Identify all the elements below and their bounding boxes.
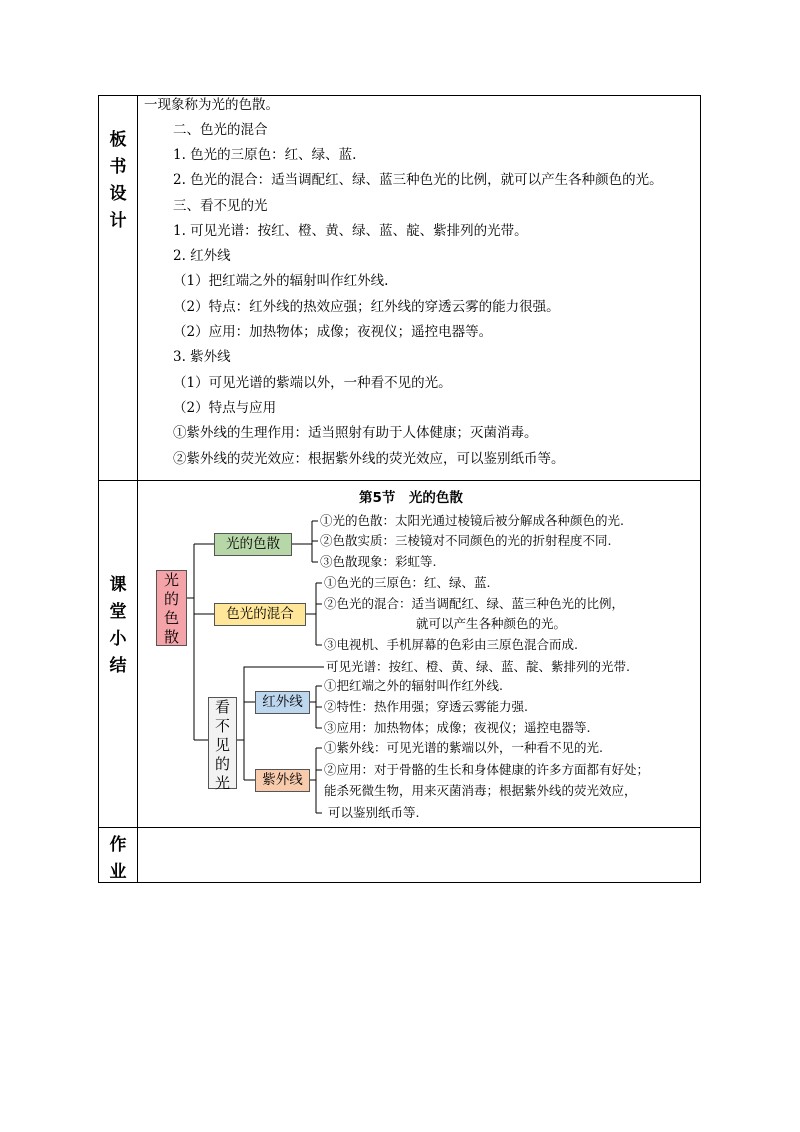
board-line: （1）把红端之外的辐射叫作红外线. — [173, 273, 389, 289]
leaf-text: ①光的色散：太阳光通过棱镜后被分解成各种颜色的光. — [320, 513, 624, 528]
board-line: 2. 色光的混合：适当调配红、绿、蓝三种色光的比例，就可以产生各种颜色的光。 — [173, 172, 663, 188]
label-char: 作 — [109, 835, 127, 855]
board-line: 1. 可见光谱：按红、橙、黄、绿、蓝、靛、紫排列的光带。 — [173, 223, 528, 239]
label-char: 课 — [109, 575, 127, 595]
root-char: 散 — [163, 628, 179, 646]
leaf-text: ③电视机、手机屏幕的色彩由三原色混合而成. — [324, 637, 578, 652]
label-char: 书 — [109, 157, 127, 177]
leaf-text: 就可以产生各种颜色的光。 — [416, 616, 567, 631]
label-char: 堂 — [109, 602, 127, 622]
leaf-text: ②特性：热作用强；穿透云雾能力强. — [324, 699, 528, 714]
leaf-text: 可见光谱：按红、橙、黄、绿、蓝、靛、紫排列的光带. — [326, 659, 630, 674]
board-line: （2）应用：加热物体；成像；夜视仪；遥控电器等。 — [173, 324, 493, 340]
board-line: ①紫外线的生理作用：适当照射有助于人体健康；灭菌消毒。 — [173, 425, 538, 441]
label-char: 板 — [109, 130, 127, 150]
board-line: 2. 红外线 — [173, 248, 231, 264]
node-ultraviolet: 紫外线 — [255, 769, 310, 792]
label-char: 业 — [109, 862, 127, 882]
board-line: 1. 色光的三原色：红、绿、蓝. — [173, 147, 357, 163]
label-char: 小 — [109, 629, 127, 649]
board-line: 二、色光的混合 — [173, 122, 268, 138]
node-char: 看 — [214, 698, 230, 716]
node-dispersion: 光的色散 — [214, 533, 292, 556]
label-char: 设 — [109, 184, 127, 204]
root-char: 光 — [163, 571, 179, 589]
board-line: 一现象称为光的色散。 — [144, 97, 279, 113]
leaf-text: ②应用：对于骨骼的生长和身体健康的许多方面都有好处； — [324, 762, 650, 777]
board-line: （2）特点：红外线的热效应强；红外线的穿透云雾的能力很强。 — [173, 299, 560, 315]
leaf-text: ①把红端之外的辐射叫作红外线. — [324, 678, 503, 693]
leaf-text: ③色散现象：彩虹等. — [320, 554, 437, 569]
label-char: 计 — [109, 211, 127, 231]
root-char: 色 — [163, 609, 179, 627]
node-char: 的 — [214, 755, 230, 773]
board-line: 三、看不见的光 — [173, 198, 268, 214]
board-line: 3. 紫外线 — [173, 349, 231, 365]
summary-title: 第5节 光的色散 — [359, 490, 463, 506]
leaf-text: ③应用：加热物体；成像；夜视仪；遥控电器等. — [324, 720, 591, 735]
board-line: （1）可见光谱的紫端以外，一种看不见的光。 — [173, 375, 452, 391]
root-node-dispersion — [156, 570, 187, 646]
leaf-text: ②色光的混合：适当调配红、绿、蓝三种色光的比例， — [324, 596, 625, 611]
node-char: 光 — [214, 774, 230, 792]
node-invisible-light — [208, 697, 237, 792]
leaf-text: 能杀死微生物，用来灭菌消毒；根据紫外线的荧光效应， — [324, 783, 637, 798]
label-char: 结 — [109, 656, 127, 676]
leaf-text: ①色光的三原色：红、绿、蓝. — [324, 575, 491, 590]
board-line: （2）特点与应用 — [173, 400, 277, 416]
node-infrared: 红外线 — [255, 691, 310, 714]
node-char: 不 — [214, 717, 230, 735]
board-line: ②紫外线的荧光效应：根据紫外线的荧光效应，可以鉴别纸币等。 — [173, 451, 565, 467]
node-color-mixing: 色光的混合 — [214, 603, 306, 626]
leaf-text: ①紫外线：可见光谱的紫端以外，一种看不见的光. — [324, 740, 603, 755]
leaf-text: 可以鉴别纸币等. — [328, 805, 420, 820]
node-char: 见 — [214, 736, 230, 754]
root-char: 的 — [163, 590, 179, 608]
leaf-text: ②色散实质：三棱镜对不同颜色的光的折射程度不同. — [320, 533, 612, 548]
